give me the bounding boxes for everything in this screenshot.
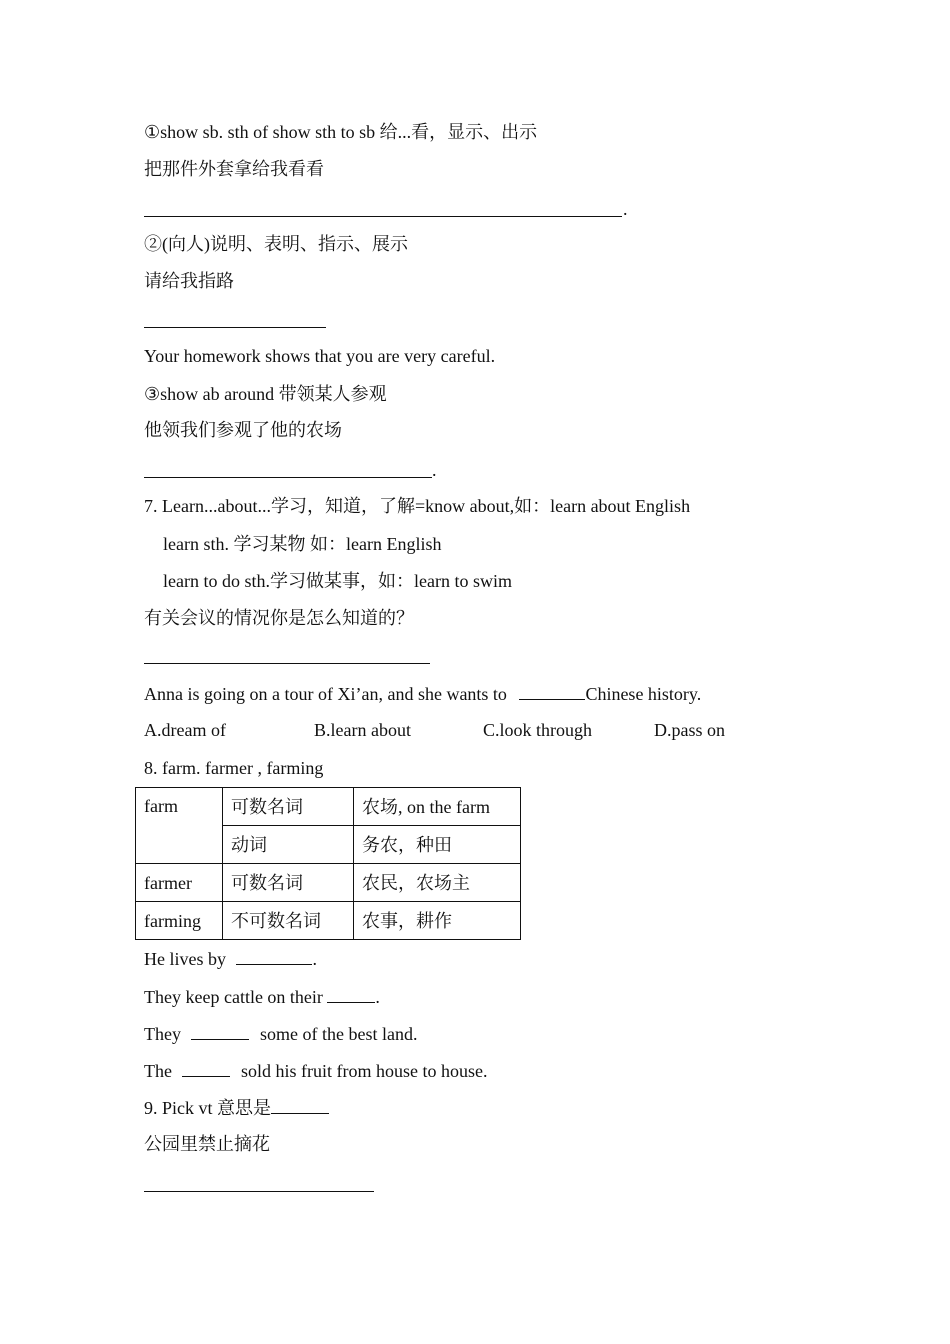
answer-line-5[interactable] xyxy=(144,1191,374,1192)
question-blank[interactable] xyxy=(519,682,585,700)
sentence-text: sold his fruit from house to house. xyxy=(240,1061,488,1081)
question-text-start: Anna is going on a tour of Xi’an, and she wants to xyxy=(144,684,507,704)
sense-3-text: ③show ab around 带领某人参观 xyxy=(144,384,387,404)
fill-in-sentence-3 xyxy=(144,1022,417,1045)
option-b[interactable]: B.learn about xyxy=(314,720,411,740)
sentence-text: He lives by xyxy=(144,949,226,969)
sentence-text: some of the best land. xyxy=(259,1024,418,1044)
sentence-text: They keep cattle on their xyxy=(144,987,323,1007)
fill-in-blank[interactable] xyxy=(236,947,312,965)
option-d[interactable]: D.pass on xyxy=(654,720,725,740)
section-9-heading xyxy=(144,1096,329,1119)
sentence-text: The xyxy=(144,1061,172,1081)
table-cell: 农事，耕作 xyxy=(354,902,521,940)
translation-prompt-2: 请给我指路 xyxy=(144,271,234,291)
option-a[interactable]: A.dream of xyxy=(144,720,226,740)
table-cell: 农场, on the farm xyxy=(354,788,521,826)
answer-line-3[interactable] xyxy=(144,477,432,478)
fill-in-blank[interactable] xyxy=(327,985,375,1003)
answer-line-1[interactable] xyxy=(144,216,622,217)
translation-prompt-5: 公园里禁止摘花 xyxy=(144,1134,270,1154)
translation-prompt-3: 他领我们参观了他的农场 xyxy=(144,420,342,440)
meaning-blank[interactable] xyxy=(271,1096,329,1114)
answer-line-4[interactable] xyxy=(144,663,430,664)
table-cell: 动词 xyxy=(223,826,354,864)
section-7-heading: 7. Learn...about...学习，知道，了解=know about,如：learn about English xyxy=(144,496,691,516)
table-cell: 不可数名词 xyxy=(223,902,354,940)
table-row xyxy=(136,788,521,826)
table-cell: 农民，农场主 xyxy=(354,864,521,902)
table-cell: 可数名词 xyxy=(223,788,354,826)
fill-in-sentence-4 xyxy=(144,1059,487,1082)
table-cell: farm xyxy=(136,788,223,864)
option-c[interactable]: C.look through xyxy=(483,720,593,740)
answer-period-1: . xyxy=(623,199,628,219)
sense-1-text: ①show sb. sth of show sth to sb 给...看，显示、出示 xyxy=(144,122,538,142)
fill-in-blank[interactable] xyxy=(182,1059,230,1077)
section-7-usage-1: learn sth. 学习某物 如：learn English xyxy=(163,534,442,554)
table-cell: farmer xyxy=(136,864,223,902)
translation-prompt-4: 有关会议的情况你是怎么知道的？ xyxy=(144,608,414,628)
fill-in-blank[interactable] xyxy=(191,1022,249,1040)
sentence-text: They xyxy=(144,1024,181,1044)
table-cell: 可数名词 xyxy=(223,864,354,902)
translation-prompt-1: 把那件外套拿给我看看 xyxy=(144,159,324,179)
sense-2-text: ②(向人)说明、表明、指示、展示 xyxy=(144,234,408,254)
word-form-table xyxy=(135,787,521,940)
example-sentence: Your homework shows that you are very careful. xyxy=(144,346,496,366)
table-cell: farming xyxy=(136,902,223,940)
table-row xyxy=(136,902,521,940)
section-8-heading: 8. farm. farmer , farming xyxy=(144,758,324,778)
fill-in-sentence-2 xyxy=(144,985,380,1008)
sentence-period: . xyxy=(375,987,380,1007)
section-9-heading-text: 9. Pick vt 意思是 xyxy=(144,1098,272,1118)
answer-line-2[interactable] xyxy=(144,327,326,328)
fill-in-sentence-1 xyxy=(144,947,317,970)
multiple-choice-question xyxy=(144,682,701,705)
table-cell: 务农，种田 xyxy=(354,826,521,864)
answer-period-3: . xyxy=(432,460,437,480)
sentence-period: . xyxy=(312,949,317,969)
table-row xyxy=(136,864,521,902)
question-text-end: Chinese history. xyxy=(585,684,702,704)
section-7-usage-2: learn to do sth.学习做某事，如：learn to swim xyxy=(163,571,512,591)
